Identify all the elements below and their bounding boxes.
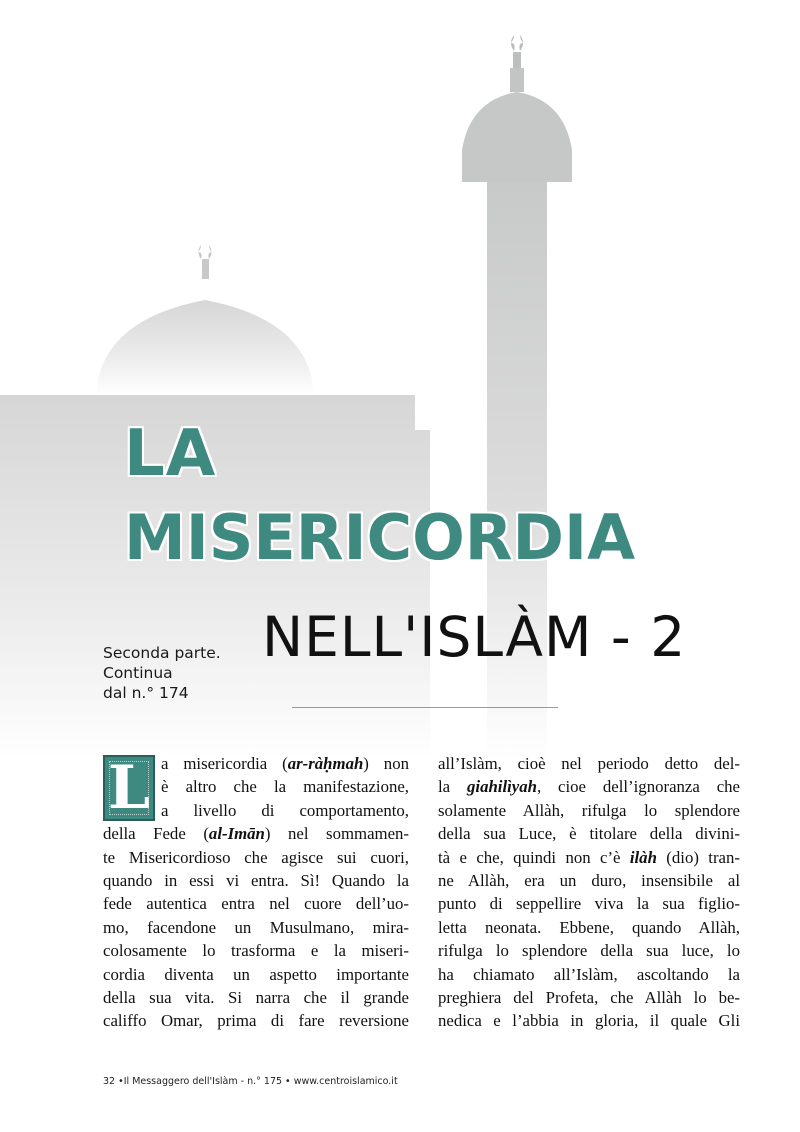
title-divider xyxy=(292,707,558,708)
series-note xyxy=(103,643,253,703)
text-line: della Fede (al-Imān) nel sommamen- xyxy=(103,824,410,844)
title-line-la: LA xyxy=(124,417,217,491)
text-line: fede autentica entra nel cuore dell’uo- xyxy=(103,894,409,914)
text-line: tà e che, quindi non c’è ilàh (dio) tran- xyxy=(438,847,740,867)
text-line: della sua Luce, è titolare della divini- xyxy=(438,824,740,844)
text-line: ne Allàh, era un duro, insensibile al xyxy=(438,870,740,890)
drop-cap: L xyxy=(103,755,155,821)
text-line: cordia diventa un aspetto importante xyxy=(103,964,409,984)
page-number: 32 xyxy=(103,1076,116,1087)
article-column-1 xyxy=(103,752,409,1033)
text-line: nedica e l’abbia in gloria, il quale Gli xyxy=(438,1011,740,1031)
title-line-misericordia: MISERICORDIA xyxy=(124,501,636,574)
text-line: a misericordia (ar-ràḥmah) non xyxy=(161,754,409,773)
text-line: punto di seppellire viva la sua figlio- xyxy=(438,894,740,914)
text-line: solamente Allàh, rifulga lo splendore xyxy=(438,800,740,820)
text-line: la giahilìyah, cioe dell’ignoranza che xyxy=(438,777,740,797)
text-line: colosamente lo trasforma e la miseri- xyxy=(103,941,409,961)
text-line: mo, facendone un Musulmano, mira- xyxy=(103,917,409,937)
publication-name: •Il Messaggero dell'Islàm - n.° 175 • xyxy=(118,1076,291,1087)
title-line-nell-islam: NELL'ISLÀM - 2 xyxy=(262,605,687,669)
text-line: è altro che la manifestazione, xyxy=(161,777,409,797)
text-line: letta neonata. Ebbene, quando Allàh, xyxy=(438,917,740,937)
series-note-line: Continua xyxy=(103,664,173,682)
text-line: califfo Omar, prima di fare reversione xyxy=(103,1011,409,1031)
text-line: te Misericordioso che agisce sui cuori, xyxy=(103,847,409,867)
page-footer xyxy=(103,1076,398,1087)
text-line: a livello di comportamento, xyxy=(161,800,409,820)
text-line: della sua vita. Si narra che il grande xyxy=(103,987,409,1007)
series-note-line: Seconda parte. xyxy=(103,644,221,662)
article-column-2 xyxy=(438,752,740,1033)
text-line: quando in essi vi entra. Sì! Quando la xyxy=(103,870,409,890)
website-link[interactable]: www.centroislamico.it xyxy=(293,1076,398,1087)
mosque-dome xyxy=(96,245,314,395)
series-note-line: dal n.° 174 xyxy=(103,684,189,702)
text-line: preghiera del Profeta, che Allàh lo be- xyxy=(438,987,740,1007)
text-line: all’Islàm, cioè nel periodo detto del- xyxy=(438,754,740,773)
text-line: ha chiamato all’Islàm, ascoltando la xyxy=(438,964,740,984)
text-line: rifulga lo splendore della sua luce, lo xyxy=(438,941,740,961)
